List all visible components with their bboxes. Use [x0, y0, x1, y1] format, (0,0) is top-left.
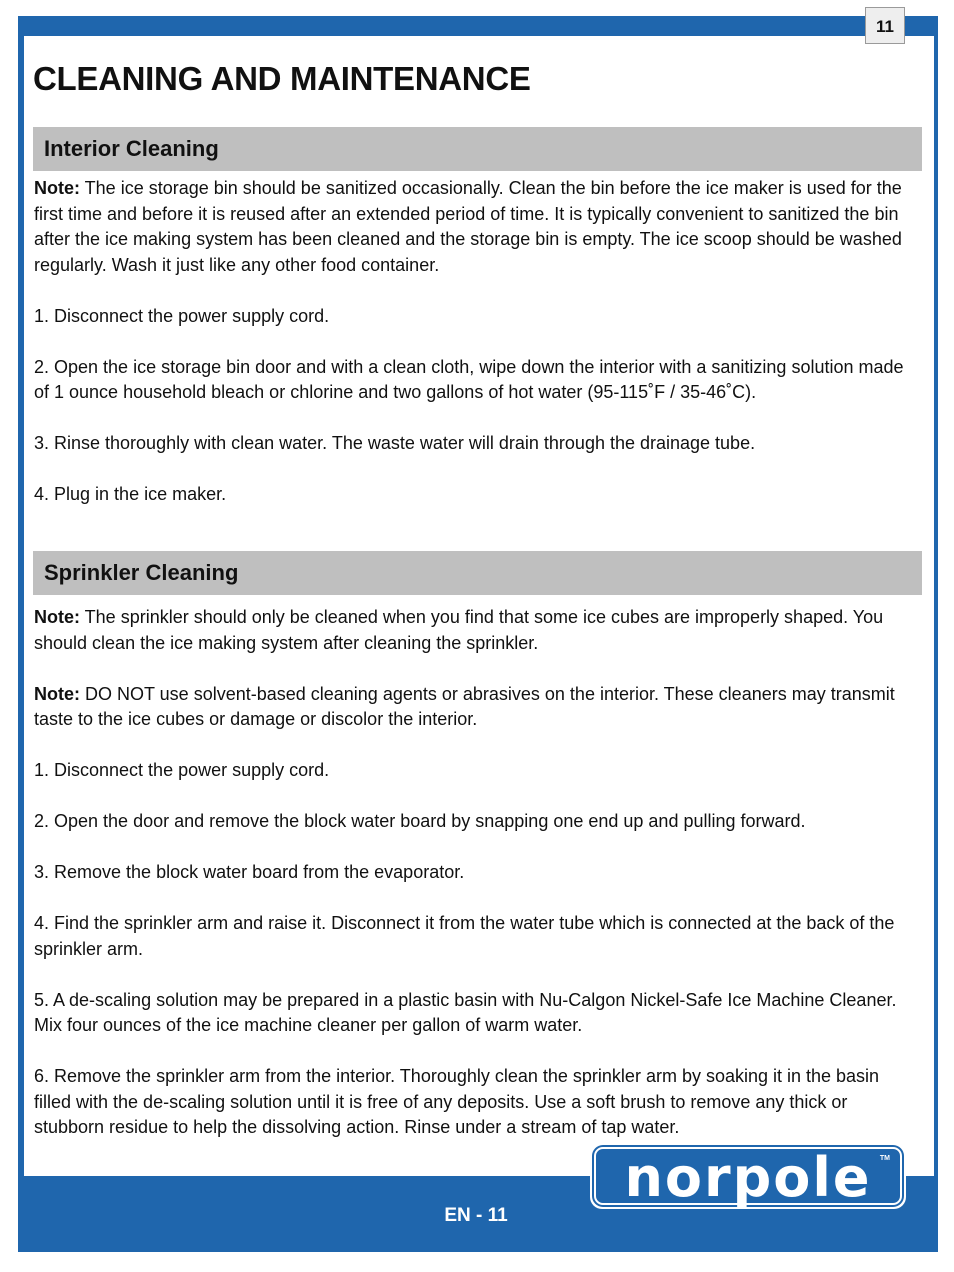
- interior-step: 1. Disconnect the power supply cord.: [34, 305, 330, 326]
- sprinkler-step: 4. Find the sprinkler arm and raise it. Disconnect it from the water tube which is connected at the back of the sprinkler arm.: [34, 913, 895, 959]
- note-text: The sprinkler should only be cleaned when you find that some ice cubes are improperly shaped. You should clean the ice making system after cleaning the sprinkler.: [34, 607, 884, 653]
- sprinkler-step: 3. Remove the block water board from the evaporator.: [34, 862, 465, 882]
- interior-step: 4. Plug in the ice maker.: [34, 484, 227, 504]
- note-text: DO NOT use solvent-based cleaning agents or abrasives on the interior. These cleaners may transmit taste to the ice cubes or damage or discolor the interior.: [34, 683, 895, 729]
- trademark-mark: TM: [879, 1155, 890, 1162]
- logo-wordmark: norpole: [624, 1146, 872, 1209]
- section-heading-sprinkler-cleaning: Sprinkler Cleaning: [33, 551, 922, 595]
- sprinkler-step: 2. Open the door and remove the block water board by snapping one end up and pulling forward.: [34, 811, 806, 831]
- note-text: The ice storage bin should be sanitized occasionally. Clean the bin before the ice maker is used for the first time and before it is reused after an extended period of time. It is typically convenient to sanitized the bin after the ice making system has been cleaned and the storage bin is empty. The ice scoop should be washed regularly. Wash it just like any other food container.: [34, 178, 902, 275]
- interior-note: [34, 176, 918, 278]
- sprinkler-note: [34, 682, 918, 733]
- section-heading-interior-cleaning: Interior Cleaning: [33, 127, 922, 171]
- sprinkler-cleaning-body: [34, 605, 918, 1141]
- note-label: Note:: [34, 683, 80, 704]
- sprinkler-step: 5. A de-scaling solution may be prepared in a plastic basin with Nu-Calgon Nickel-Safe Ice Machine Cleaner. Mix four ounces of the ice machine cleaner per gallon of warm water.: [34, 989, 897, 1035]
- sprinkler-step: 1. Disconnect the power supply cord.: [34, 760, 330, 780]
- note-label: Note:: [34, 178, 80, 198]
- page-number-badge: 11: [865, 7, 905, 44]
- interior-step: 3. Rinse thoroughly with clean water. The waste water will drain through the drainage tube.: [34, 433, 756, 453]
- sprinkler-note: [34, 605, 918, 656]
- logo-badge: [594, 1146, 902, 1209]
- page-title: CLEANING AND MAINTENANCE: [33, 60, 531, 97]
- sprinkler-step: 6. Remove the sprinkler arm from the interior. Thoroughly clean the sprinkler arm by soaking it in the basin filled with the de-scaling solution until it is free of any deposits. Use a soft brush to remove any thick or stubborn residue to help the dissolving action. Rinse under a stream of tap water.: [34, 1066, 880, 1137]
- interior-cleaning-body: [34, 176, 918, 508]
- interior-step: 2. Open the ice storage bin door and with a clean cloth, wipe down the interior with a sanitizing solution made of 1 ounce household bleach or chlorine and two gallons of hot water (95-115˚F / 35-46˚C).: [34, 356, 904, 402]
- norpole-logo: [590, 1143, 906, 1209]
- note-label: Note:: [34, 607, 80, 627]
- footer-page-label: EN - 11: [444, 1205, 508, 1226]
